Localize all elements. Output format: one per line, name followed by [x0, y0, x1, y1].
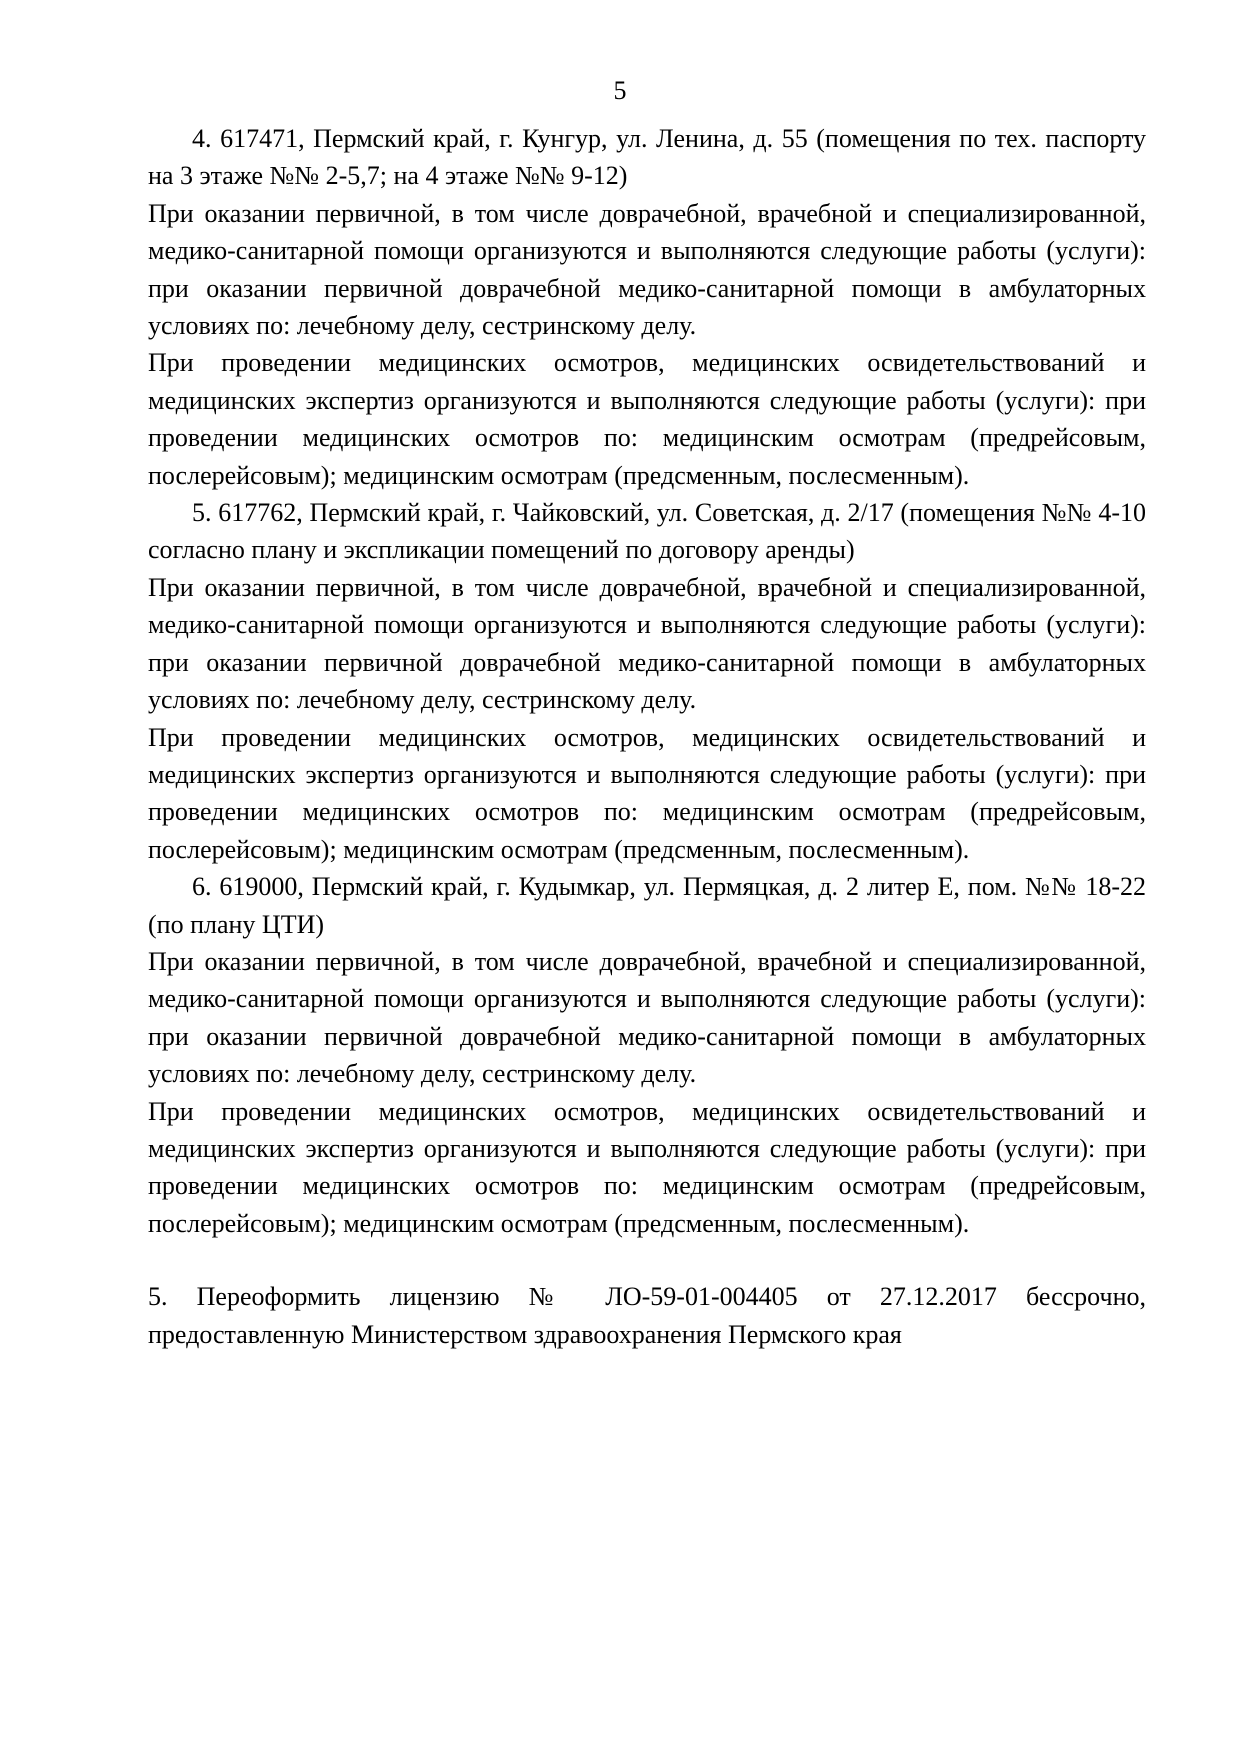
- primary-care-paragraph: При оказании первичной, в том числе доврачебной, врачебной и специализированной, медико-санитарной помощи организуются и выполняются следующие работы (услуги): при оказании первичной доврачебной медико-санитарной помощи в амбулаторных условиях по: лечебному делу, сестринскому делу.: [148, 198, 1146, 341]
- address-heading: 6. 619000, Пермский край, г. Кудымкар, ул. Пермяцкая, д. 2 литер Е, пом. №№ 18-22 (по плану ЦТИ): [148, 872, 1146, 939]
- examinations-paragraph: При проведении медицинских осмотров, медицинских освидетельствований и медицинских экспертиз организуются и выполняются следующие работы (услуги): при проведении медицинских осмотров по: медицинским осмотрам (предрейсовым, послерейсовым); медицинским осмотрам (предсменным, послесменным).: [148, 1096, 1146, 1238]
- examinations-paragraph: При проведении медицинских осмотров, медицинских освидетельствований и медицинских экспертиз организуются и выполняются следующие работы (услуги): при проведении медицинских осмотров по: медицинским осмотрам (предрейсовым, послерейсовым); медицинским осмотрам (предсменным, послесменным).: [148, 722, 1146, 864]
- address-section: [148, 120, 1146, 494]
- page-number: 5: [613, 76, 627, 105]
- document-body: [148, 120, 1146, 1353]
- primary-care-paragraph: При оказании первичной, в том числе доврачебной, врачебной и специализированной, медико-санитарной помощи организуются и выполняются следующие работы (услуги): при оказании первичной доврачебной медико-санитарной помощи в амбулаторных условиях по: лечебному делу, сестринскому делу.: [148, 572, 1146, 715]
- primary-care-paragraph: При оказании первичной, в том числе доврачебной, врачебной и специализированной, медико-санитарной помощи организуются и выполняются следующие работы (услуги): при оказании первичной доврачебной медико-санитарной помощи в амбулаторных условиях по: лечебному делу, сестринскому делу.: [148, 946, 1146, 1089]
- reissue-license-paragraph: 5. Переоформить лицензию № ЛО-59-01-004405 от 27.12.2017 бессрочно, предоставленную Министерством здравоохранения Пермского края: [148, 1282, 1146, 1349]
- address-section: [148, 494, 1146, 868]
- address-section: [148, 868, 1146, 1242]
- address-heading: 4. 617471, Пермский край, г. Кунгур, ул. Ленина, д. 55 (помещения по тех. паспорту на 3 этаже №№ 2-5,7; на 4 этаже №№ 9-12): [148, 124, 1146, 191]
- examinations-paragraph: При проведении медицинских осмотров, медицинских освидетельствований и медицинских экспертиз организуются и выполняются следующие работы (услуги): при проведении медицинских осмотров по: медицинским осмотрам (предрейсовым, послерейсовым); медицинским осмотрам (предсменным, послесменным).: [148, 348, 1146, 490]
- address-heading: 5. 617762, Пермский край, г. Чайковский, ул. Советская, д. 2/17 (помещения №№ 4-10 согласно плану и экспликации помещений по договору аренды): [148, 498, 1146, 565]
